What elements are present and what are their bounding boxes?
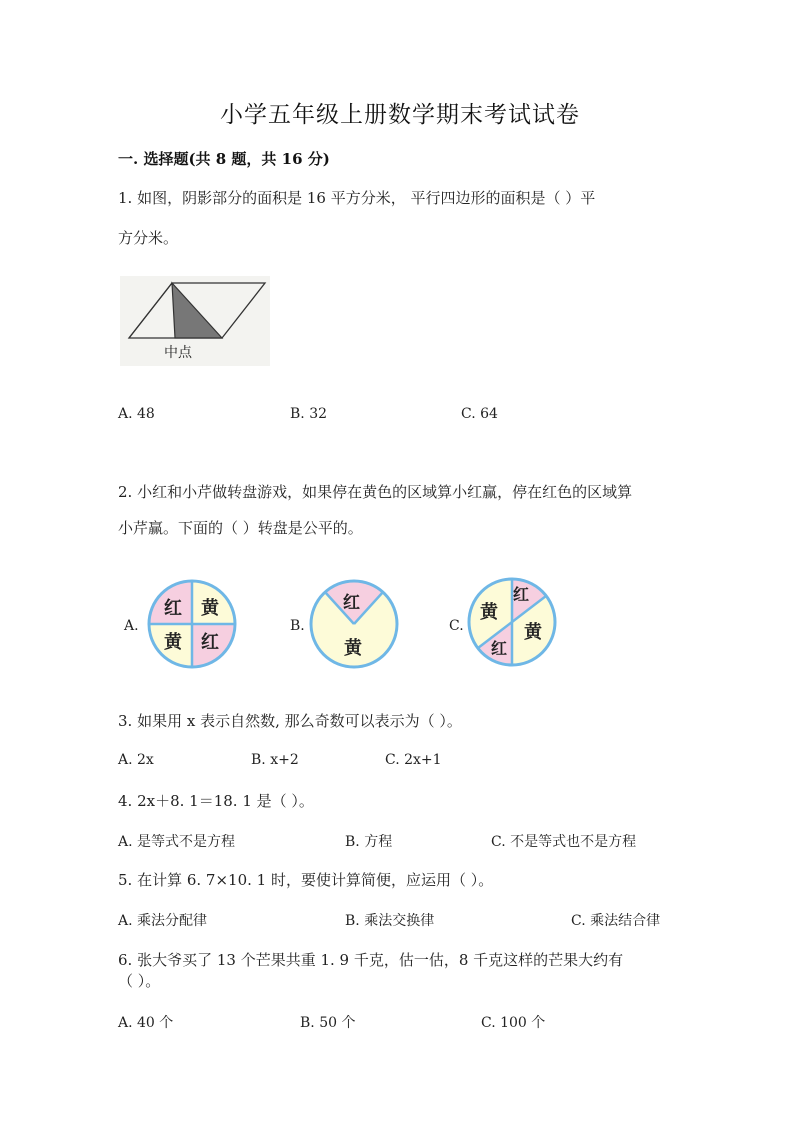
question-6-line-1: 6. 张大爷买了 13 个芒果共重 1. 9 千克，估一估，8 千克这样的芒果大约有 [118,951,624,969]
spinner-c[interactable] [466,576,558,668]
question-2-line-1: 2. 小红和小芹做转盘游戏，如果停在黄色的区域算小红赢，停在红色的区域算 [118,483,633,501]
spinner-c-word-yellow-1: 黄 [480,602,498,623]
parallelogram-figure [120,276,270,366]
q6-option-b[interactable]: B. 50 个 [300,1015,356,1031]
question-3: 3. 如果用 x 表示自然数, 那么奇数可以表示为（ ）。 [118,712,462,730]
spinner-option-b-label[interactable]: B. [290,618,305,634]
question-5: 5. 在计算 6. 7×10. 1 时，要使计算简便，应运用（ ）。 [118,871,494,889]
spinner-option-a-label[interactable]: A. [124,618,139,634]
shaded-triangle [172,283,222,338]
q4-option-a[interactable]: A. 是等式不是方程 [118,834,236,850]
question-1-line-2: 方分米。 [118,229,179,247]
question-2-line-2: 小芹赢。下面的（ ）转盘是公平的。 [118,519,363,537]
spinner-b-word-yellow: 黄 [344,638,362,659]
spinner-a[interactable] [146,578,238,670]
spinner-a-word-yellow-2: 黄 [164,632,182,653]
q5-option-a[interactable]: A. 乘法分配律 [118,913,208,929]
q3-option-c[interactable]: C. 2x+1 [385,752,442,768]
spinner-c-word-red-1: 红 [513,585,530,604]
spinner-a-word-red-1: 红 [164,598,182,619]
section-heading: 一. 选择题(共 8 题，共 16 分) [118,150,330,168]
spinner-option-c-label[interactable]: C. [449,618,464,634]
q6-option-c[interactable]: C. 100 个 [481,1015,546,1031]
question-6-line-2: （ ）。 [118,972,161,990]
page-title: 小学五年级上册数学期末考试试卷 [220,102,580,128]
spinner-a-graphic [146,578,238,670]
q4-option-b[interactable]: B. 方程 [345,834,393,850]
q3-option-a[interactable]: A. 2x [118,752,154,768]
question-1-line-1: 1. 如图，阴影部分的面积是 16 平方分米， 平行四边形的面积是（ ）平 [118,189,596,207]
q5-option-b[interactable]: B. 乘法交换律 [345,913,435,929]
q1-option-a[interactable]: A. 48 [118,406,155,422]
q3-option-b[interactable]: B. x+2 [251,752,299,768]
midpoint-label: 中点 [164,345,192,361]
question-4: 4. 2x＋8. 1＝18. 1 是（ ）。 [118,792,314,810]
q5-option-c[interactable]: C. 乘法结合律 [571,913,661,929]
spinner-b-word-red: 红 [343,593,360,613]
left-edge [129,283,172,338]
q1-option-c[interactable]: C. 64 [461,406,498,422]
q1-option-b[interactable]: B. 32 [290,406,328,422]
spinner-c-word-red-2: 红 [491,639,508,658]
spinner-c-word-yellow-2: 黄 [524,622,542,643]
spinner-b[interactable] [308,578,400,670]
parallelogram-diagram [120,276,270,366]
q4-option-c[interactable]: C. 不是等式也不是方程 [491,834,637,850]
spinner-a-word-yellow-1: 黄 [201,598,219,619]
q6-option-a[interactable]: A. 40 个 [118,1015,174,1031]
spinner-a-word-red-2: 红 [201,632,219,653]
